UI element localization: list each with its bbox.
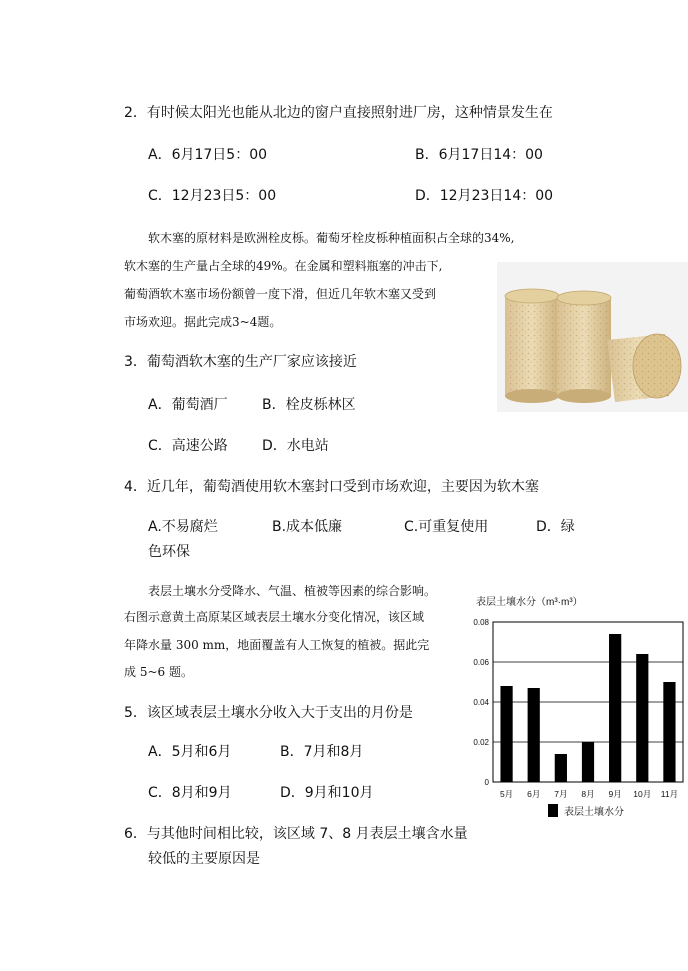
q3-option-a: A．葡萄酒厂 [148,397,228,413]
passage1-line-1: 软木塞的原材料是欧洲栓皮栎。葡萄牙栓皮栎种植面积占全球的34%, [148,231,515,245]
bar-5 [609,634,621,782]
passage2-line-1: 表层土壤水分受降水、气温、植被等因素的综合影响。 [148,584,437,598]
bar-1 [500,686,512,782]
chart-title: 表层土壤水分（m³·m³） [476,597,583,608]
legend-swatch [548,804,558,817]
q5-option-b: B．7月和8月 [280,744,364,760]
y-tick-label: 0.02 [473,738,489,747]
soil-moisture-chart [460,592,688,824]
y-tick-label: 0.04 [473,698,489,707]
q2-option-a: A．6月17日5：00 [148,147,268,163]
q3-stem: 3．葡萄酒软木塞的生产厂家应该接近 [124,354,357,370]
q4-option-c: C.可重复使用 [404,519,489,535]
passage2-line-3: 年降水量 300 mm，地面覆盖有人工恢复的植被。据此完 [124,638,430,652]
q2-stem: 2．有时候太阳光也能从北边的窗户直接照射进厂房，这种情景发生在 [124,105,553,121]
q5-option-c: C．8月和9月 [148,785,232,801]
bar-3 [555,754,567,782]
x-tick-label: 6月 [527,789,541,799]
x-tick-label: 7月 [554,789,568,799]
x-tick-label: 5月 [499,789,514,799]
q3-option-d: D．水电站 [262,438,329,454]
bar-4 [582,742,594,782]
q6-stem-line-1: 6．与其他时间相比较，该区域 7、8 月表层土壤含水量 [124,826,468,842]
passage1-line-3: 葡萄酒软木塞市场份额曾一度下滑，但近几年软木塞又受到 [124,287,437,301]
q2-option-b: B．6月17日14：00 [415,147,543,163]
y-tick-label: 0.06 [473,658,489,667]
q2-option-d: D．12月23日14：00 [415,188,554,204]
bar-2 [528,688,540,782]
bar-7 [663,682,675,782]
q4-option-d: D．绿 [536,519,575,535]
passage2-line-4: 成 5~6 题。 [124,665,193,679]
q6-stem-line-2: 较低的主要原因是 [148,851,260,867]
y-tick-label: 0.08 [473,618,489,627]
x-tick-label: 11月 [660,789,679,799]
legend-label: 表层土壤水分 [564,807,624,818]
q3-option-c: C．高速公路 [148,438,228,454]
bar-6 [636,654,648,782]
x-tick-label: 9月 [608,789,622,799]
passage2-line-2: 右图示意黄土高原某区域表层土壤水分变化情况，该区域 [124,610,425,624]
q5-option-a: A．5月和6月 [148,744,232,760]
q4-stem: 4．近几年，葡萄酒使用软木塞封口受到市场欢迎，主要因为软木塞 [124,479,539,495]
q5-option-d: D．9月和10月 [280,785,374,801]
cork-stoppers-image [497,262,688,412]
q4-option-b: B.成本低廉 [272,519,343,535]
q4-option-d-cont: 色环保 [148,544,190,560]
x-tick-label: 10月 [633,789,652,799]
x-tick-label: 8月 [581,789,595,799]
q5-stem: 5．该区域表层土壤水分收入大于支出的月份是 [124,705,413,721]
passage1-line-2: 软木塞的生产量占全球的49%。在金属和塑料瓶塞的冲击下, [124,259,443,273]
q2-option-c: C．12月23日5：00 [148,188,277,204]
q4-option-a: A.不易腐烂 [148,519,218,535]
y-tick-label: 0 [484,778,489,787]
q3-option-b: B．栓皮栎林区 [262,397,356,413]
passage1-line-4: 市场欢迎。据此完成3~4题。 [124,315,282,329]
